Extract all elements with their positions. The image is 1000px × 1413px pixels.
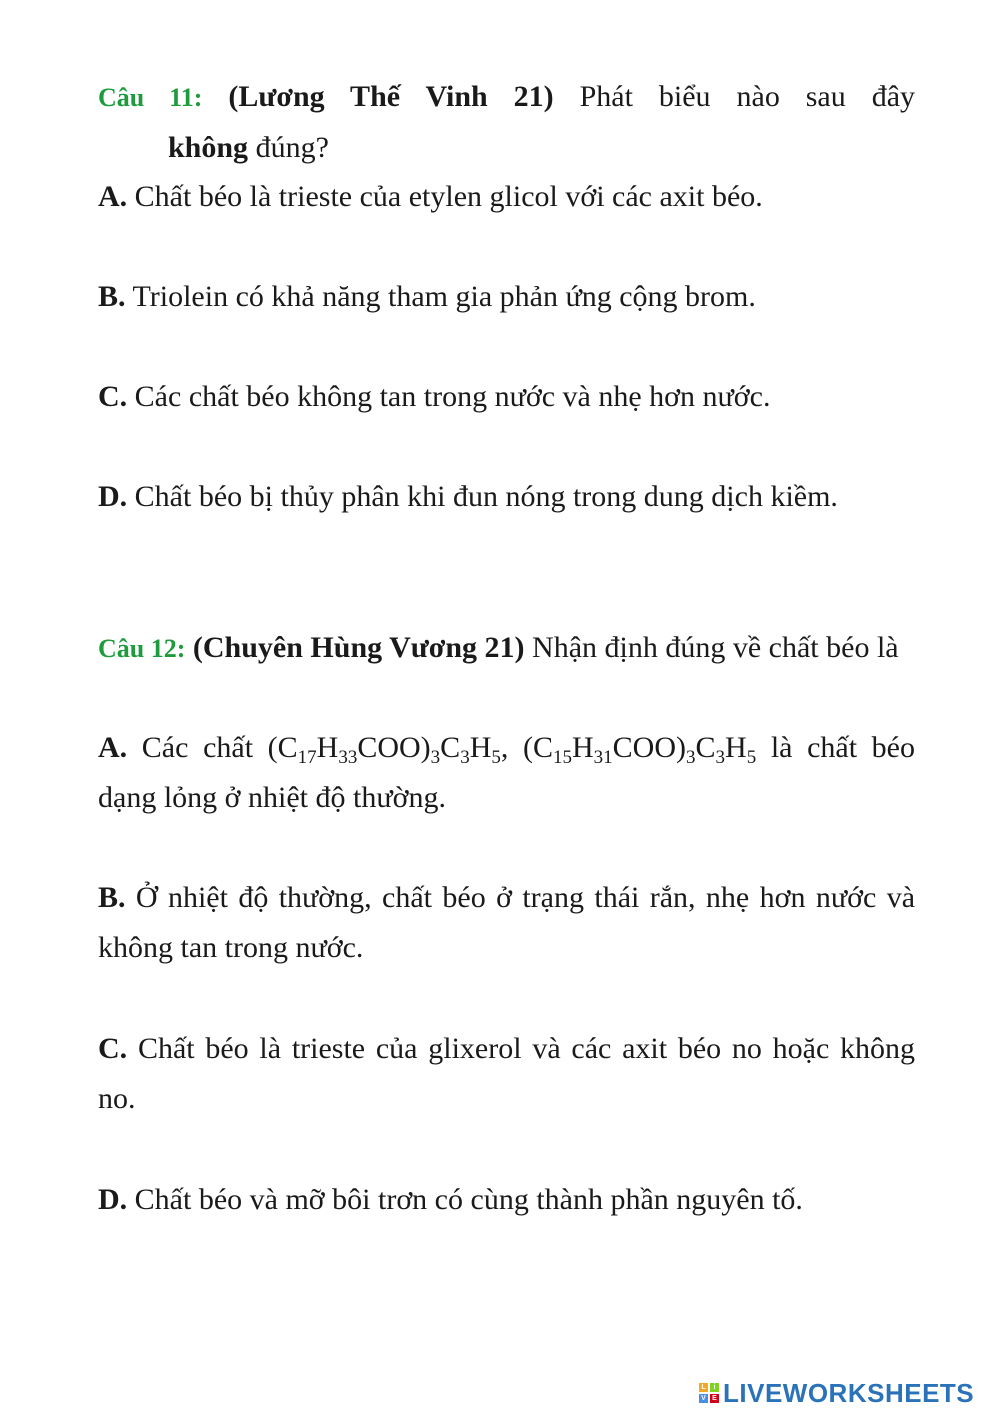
option-text: Chất béo là trieste của glixerol và các axit béo no hoặc không no.: [98, 1032, 916, 1115]
question-11-line1: [98, 72, 915, 123]
question-12-option-d[interactable]: [98, 1175, 915, 1225]
question-12-stem-text: Nhận định đúng về chất béo là: [532, 631, 899, 664]
question-11-line2: [98, 123, 915, 173]
option-letter: C.: [98, 1032, 128, 1065]
option-text: Ở nhiệt độ thường, chất béo ở trạng thái rắn, nhẹ hơn nước và không tan trong nước.: [98, 881, 916, 964]
option-letter: C.: [98, 380, 128, 413]
option-text: Triolein có khả năng tham gia phản ứng cộng brom.: [132, 280, 756, 313]
option-text-before: Các chất: [141, 731, 254, 764]
liveworksheets-logo: [699, 1378, 974, 1408]
question-12-option-a[interactable]: A. Các chất $(C_{17}H_{33}COO)_3C_3H_5$, $(C_{15}H_{31}COO)_3C_3H_5$ là chất béo dạng lỏng ở nhiệt độ thường.: [98, 731, 915, 814]
option-text: Chất béo và mỡ bôi trơn có cùng thành phần nguyên tố.: [134, 1183, 803, 1216]
question-12-number: Câu 12:: [98, 634, 186, 663]
question-11-number: Câu 11:: [98, 83, 203, 112]
option-letter: B.: [98, 881, 126, 914]
question-12-source: (Chuyên Hùng Vương 21): [192, 631, 525, 664]
question-11-stem: [98, 72, 915, 173]
question-11-stem-emphasis: không: [168, 131, 249, 164]
question-11-option-c[interactable]: [98, 372, 915, 422]
liveworksheets-logo-icon: L i V E: [699, 1383, 719, 1403]
chemical-formula-1: $(C_{17}H_{33}COO)_3C_3H_5$: [267, 731, 501, 768]
option-text: Các chất béo không tan trong nước và nhẹ hơn nước.: [134, 380, 771, 413]
liveworksheets-logo-text: LIVEWORKSHEETS: [723, 1377, 975, 1408]
question-11-option-a[interactable]: [98, 172, 915, 222]
option-letter: B.: [98, 280, 126, 313]
option-letter: D.: [98, 480, 128, 513]
option-letter: A.: [98, 180, 128, 213]
question-11-stem-text: Phát biểu nào sau đây: [579, 80, 916, 113]
option-letter: D.: [98, 1183, 128, 1216]
option-text: Chất béo bị thủy phân khi đun nóng trong dung dịch kiềm.: [134, 480, 838, 513]
option-text: Chất béo là trieste của etylen glicol với các axit béo.: [134, 180, 763, 213]
question-11-option-d[interactable]: [98, 472, 915, 522]
question-12-stem: [98, 623, 915, 674]
question-11-stem-end: đúng?: [255, 131, 329, 164]
question-11-source: (Lương Thế Vinh 21): [228, 80, 554, 113]
question-11-option-b[interactable]: [98, 272, 915, 322]
chemical-formula-2: $(C_{15}H_{31}COO)_3C_3H_5$: [522, 731, 757, 768]
option-text-after: là chất béo dạng lỏng ở nhiệt độ thường.: [98, 731, 915, 814]
question-12-option-c[interactable]: [98, 1024, 915, 1124]
option-letter: A.: [98, 731, 128, 764]
question-12-option-b[interactable]: [98, 873, 915, 973]
